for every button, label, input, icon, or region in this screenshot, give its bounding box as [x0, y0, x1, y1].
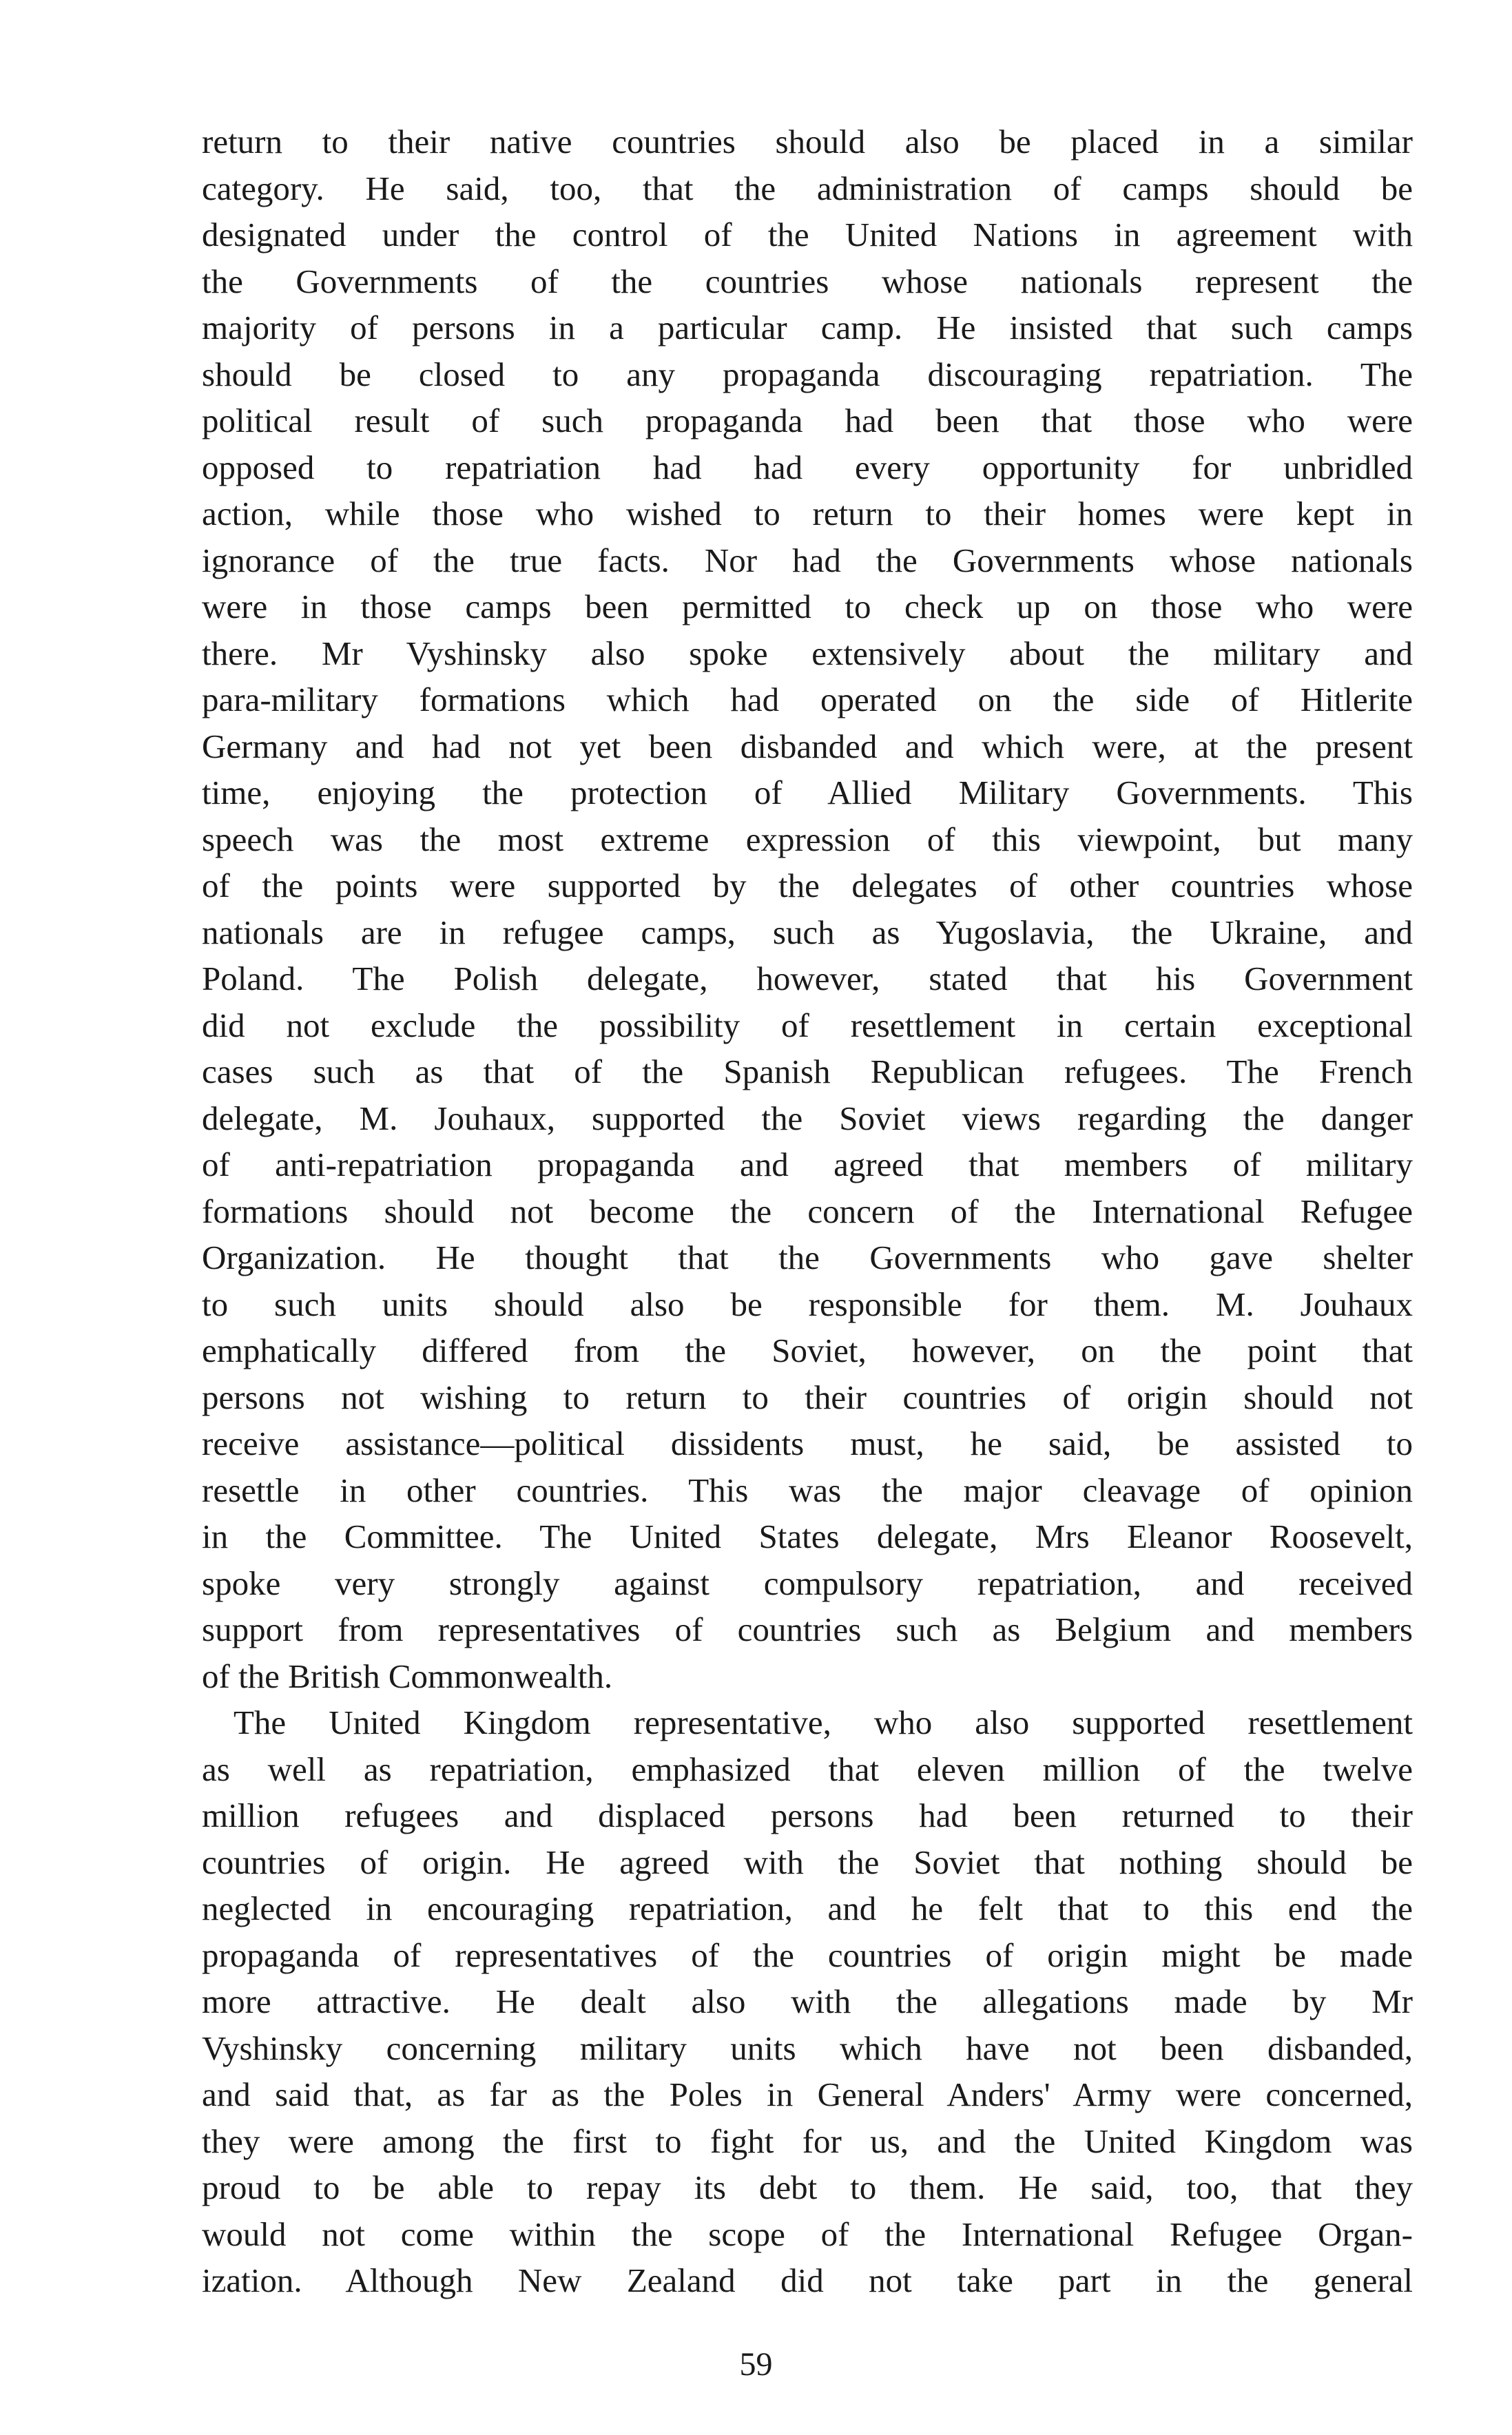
- text-line: support from representatives of countries such as Belgium and members: [202, 1610, 1413, 1648]
- text-line: ization. Although New Zealand did not take part in the general: [202, 2261, 1413, 2299]
- text-line: and said that, as far as the Poles in General Anders' Army were concerned,: [202, 2075, 1413, 2113]
- paragraph: [202, 118, 1413, 1699]
- text-line: of the British Commonwealth.: [202, 1657, 613, 1695]
- text-line: were in those camps been permitted to check up on those who were: [202, 588, 1413, 625]
- text-line: time, enjoying the protection of Allied Military Governments. This: [202, 774, 1413, 811]
- text-line: The United Kingdom representative, who also supported resettlement: [234, 1703, 1413, 1741]
- text-line: majority of persons in a particular camp. He insisted that such camps: [202, 309, 1413, 346]
- text-line: there. Mr Vyshinsky also spoke extensively about the military and: [202, 634, 1413, 672]
- text-line: emphatically differed from the Soviet, however, on the point that: [202, 1332, 1413, 1369]
- text-line: of the points were supported by the delegates of other countries whose: [202, 867, 1413, 904]
- text-line: would not come within the scope of the International Refugee Organ-: [202, 2215, 1413, 2253]
- text-line: delegate, M. Jouhaux, supported the Soviet views regarding the danger: [202, 1099, 1413, 1137]
- text-line: to such units should also be responsible for them. M. Jouhaux: [202, 1285, 1413, 1323]
- text-line: ignorance of the true facts. Nor had the Governments whose nationals: [202, 541, 1413, 579]
- text-line: action, while those who wished to return to their homes were kept in: [202, 495, 1413, 532]
- text-line: para-military formations which had operated on the side of Hitlerite: [202, 681, 1413, 718]
- text-line: formations should not become the concern of the International Refugee: [202, 1192, 1413, 1230]
- text-line: Poland. The Polish delegate, however, stated that his Government: [202, 960, 1413, 997]
- body-text: [202, 118, 1413, 2304]
- text-line: return to their native countries should also be placed in a similar: [202, 123, 1413, 160]
- text-line: opposed to repatriation had had every opportunity for unbridled: [202, 448, 1413, 486]
- text-line: Organization. He thought that the Governments who gave shelter: [202, 1239, 1413, 1276]
- text-line: nationals are in refugee camps, such as Yugoslavia, the Ukraine, and: [202, 913, 1413, 951]
- text-line: the Governments of the countries whose nationals represent the: [202, 262, 1413, 300]
- text-line: receive assistance—political dissidents must, he said, be assisted to: [202, 1424, 1413, 1462]
- text-line: did not exclude the possibility of resettlement in certain exceptional: [202, 1006, 1413, 1044]
- text-line: countries of origin. He agreed with the Soviet that nothing should be: [202, 1843, 1413, 1881]
- text-line: as well as repatriation, emphasized that eleven million of the twelve: [202, 1750, 1413, 1788]
- text-line: designated under the control of the United Nations in agreement with: [202, 216, 1413, 253]
- text-line: million refugees and displaced persons had been returned to their: [202, 1796, 1413, 1834]
- text-line: speech was the most extreme expression of this viewpoint, but many: [202, 820, 1413, 858]
- text-line: cases such as that of the Spanish Republican refugees. The French: [202, 1053, 1413, 1090]
- text-line: Germany and had not yet been disbanded and which were, at the present: [202, 727, 1413, 765]
- text-line: category. He said, too, that the administration of camps should be: [202, 169, 1413, 207]
- text-line: they were among the first to fight for us, and the United Kingdom was: [202, 2122, 1413, 2160]
- text-line: Vyshinsky concerning military units which have not been disbanded,: [202, 2029, 1413, 2067]
- text-line: more attractive. He dealt also with the allegations made by Mr: [202, 1982, 1413, 2020]
- text-line: political result of such propaganda had been that those who were: [202, 402, 1413, 439]
- text-line: in the Committee. The United States delegate, Mrs Eleanor Roosevelt,: [202, 1517, 1413, 1555]
- text-line: propaganda of representatives of the countries of origin might be made: [202, 1936, 1413, 1974]
- page-number: 59: [739, 2346, 773, 2383]
- text-line: of anti-repatriation propaganda and agreed that members of military: [202, 1146, 1413, 1183]
- text-line: persons not wishing to return to their countries of origin should not: [202, 1378, 1413, 1416]
- text-line: resettle in other countries. This was the major cleavage of opinion: [202, 1471, 1413, 1509]
- text-line: neglected in encouraging repatriation, and he felt that to this end the: [202, 1889, 1413, 1927]
- text-line: spoke very strongly against compulsory repatriation, and received: [202, 1564, 1413, 1602]
- text-line: proud to be able to repay its debt to them. He said, too, that they: [202, 2168, 1413, 2206]
- text-line: should be closed to any propaganda discouraging repatriation. The: [202, 355, 1413, 393]
- paragraph: [202, 1699, 1413, 2304]
